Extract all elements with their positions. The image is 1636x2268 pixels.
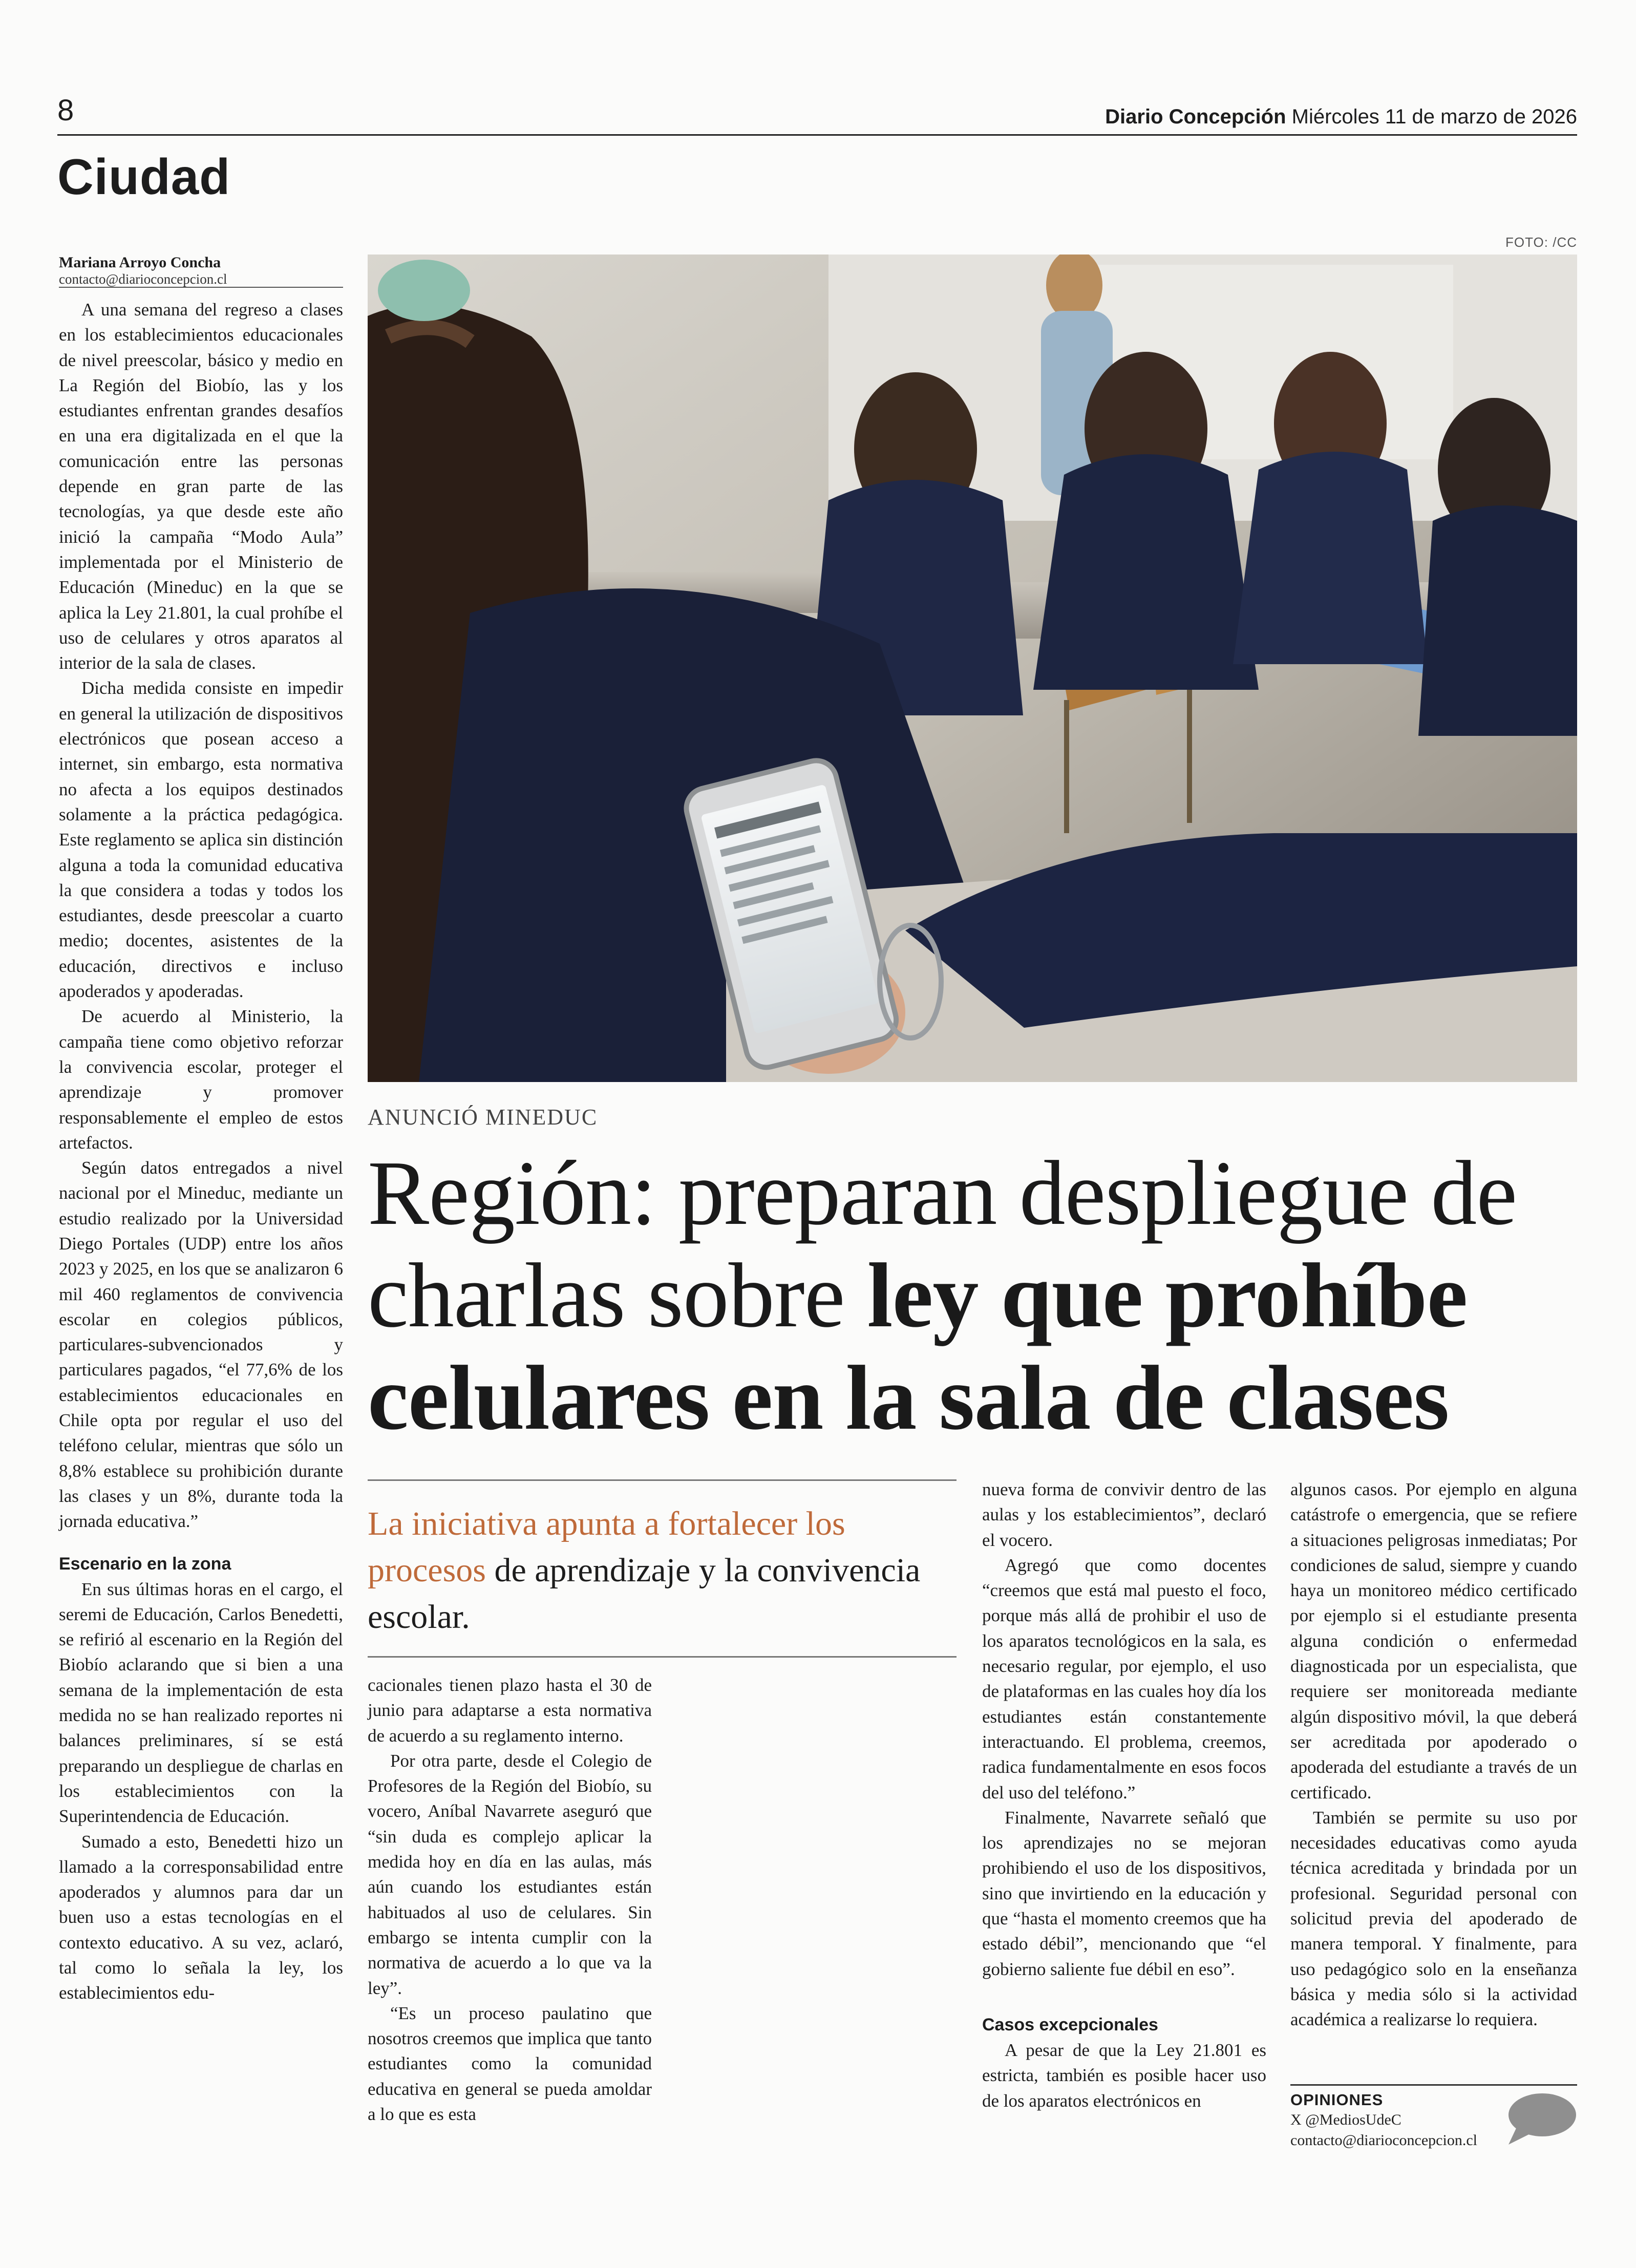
body-column-2 (368, 1672, 652, 2127)
body-column-1 (59, 297, 343, 2006)
section-title: Ciudad (57, 149, 231, 205)
speech-bubble-icon (1505, 2091, 1577, 2147)
subheading-escenario: Escenario en la zona (59, 1554, 231, 1574)
paragraph: De acuerdo al Ministerio, la campaña tiene como objetivo reforzar la convivencia escolar, proteger el aprendizaje y promover responsablemente el empleo de estos artefactos. (59, 1006, 343, 1153)
byline (59, 254, 343, 287)
paragraph: También se permite su uso por necesidades educativas como ayuda técnica acreditada y brindada por un profesional. Seguridad personal con solicitud previa del apoderado de manera temporal. Y finalmente, para uso pedagógico solo en la enseñanza básica y media sólo si la actividad académica a realizarse lo requiera. (1290, 1807, 1577, 2030)
paragraph: Según datos entregados a nivel nacional por el Mineduc, mediante un estudio realizado por la Universidad Diego Portales (UDP) entre los años 2023 y 2025, en los que se analizaron 6 mil 460 reglamentos de convivencia escolar en colegios públicos, particulares-subvencionados y particulares pagados, “el 77,6% de los establecimientos educacionales en Chile opta por regular el uso del teléfono celular, mientras que sólo un 8,8% establece su prohibición durante las clases y un 8%, durante toda la jornada educativa.” (59, 1158, 343, 1532)
opinions-title: OPINIONES (1290, 2091, 1384, 2109)
issue-date: Miércoles 11 de marzo de 2026 (1291, 105, 1577, 128)
page-number: 8 (57, 94, 74, 127)
paragraph: Por otra parte, desde el Colegio de Profesores de la Región del Biobío, su vocero, Aníbal Navarrete aseguró que “sin duda es complejo aplicar la medida hoy en día en las aulas, más aún cuando los estudiantes están habituados al uso de celulares. Sin embargo se intenta cumplir con la normativa de acuerdo a lo que va la ley”. (368, 1750, 652, 1998)
paragraph: “Es un proceso paulatino que nosotros creemos que implica que tanto estudiantes como la comunidad educativa en general se pueda amoldar a lo que es esta (368, 2003, 652, 2125)
opinions-social-handle[interactable]: X @MediosUdeC (1290, 2111, 1401, 2128)
headline-bold: ley que prohíbe celulares en la sala de clases (368, 1244, 1468, 1449)
body-column-4 (1290, 1477, 1577, 2032)
paragraph: A pesar de que la Ley 21.801 es estricta, también es posible hacer uso de los aparatos electrónicos en (982, 2040, 1266, 2111)
paragraph: algunos casos. Por ejemplo en alguna catástrofe o emergencia, que se refiere a situaciones peligrosas inmediatas; Por condiciones de salud, siempre y cuando haya un monitoreo médico certificado por ejemplo si el estudiante presenta alguna condición o enfermedad diagnosticada por un especialista, que requiere ser monitoreada mediante algún dispositivo móvil, la que deberá ser acreditada por apoderado o apoderada del estudiante a través de un certificado. (1290, 1479, 1577, 1803)
paragraph: Sumado a esto, Benedetti hizo un llamado a la corresponsabilidad entre apoderados y alumnos para dar un buen uso a estas tecnologías en el contexto educativo. A su vez, aclaró, tal como lo señala la ley, los establecimientos edu- (59, 1831, 343, 2003)
headline (368, 1142, 1586, 1449)
subhead (368, 1500, 957, 1640)
paper-info (1105, 105, 1577, 128)
photo-credit: FOTO: /CC (1505, 235, 1577, 250)
opinions-email[interactable]: contacto@diarioconcepcion.cl (1290, 2132, 1477, 2149)
subhead-rule-top (368, 1479, 957, 1481)
header-rule (57, 134, 1577, 136)
headline-regular: Región: preparan despliegue de charlas sobre (368, 1142, 1517, 1346)
paragraph: nueva forma de convivir dentro de las aulas y los establecimientos”, declaró el vocero. (982, 1479, 1266, 1550)
opinions-rule (1290, 2084, 1577, 2086)
byline-rule (59, 287, 343, 288)
paragraph: cacionales tienen plazo hasta el 30 de junio para adaptarse a esta normativa de acuerdo a su reglamento interno. (368, 1675, 652, 1746)
subhead-rule-bottom (368, 1656, 957, 1658)
subheading-casos: Casos excepcionales (982, 2015, 1158, 2034)
paper-name: Diario Concepción (1105, 105, 1286, 128)
paragraph: Agregó que como docentes “creemos que está mal puesto el foco, porque más allá de prohibir el uso de los aparatos tecnológicos en la sala, es necesario regular, por ejemplo, el uso de plataformas en las cuales hoy día los estudiantes están constantemente interactuando. El problema, creemos, radica fundamentalmente en esos focos del uso del teléfono.” (982, 1555, 1266, 1803)
subhead-accent: La iniciativa apunta a fortalecer los procesos (368, 1505, 845, 1589)
body-column-3 (982, 1477, 1266, 2113)
kicker: ANUNCIÓ MINEDUC (368, 1105, 598, 1130)
paragraph: En sus últimas horas en el cargo, el seremi de Educación, Carlos Benedetti, se refirió al escenario en la Región del Biobío aclarando que si bien a una semana de la implementación de esta medida no se han realizado reportes ni balances preliminares, sí se está preparando un despliegue de charlas en los establecimientos con la Superintendencia de Educación. (59, 1579, 343, 1827)
author-name: Mariana Arroyo Concha (59, 254, 221, 271)
paragraph: Dicha medida consiste en impedir en general la utilización de dispositivos electrónicos que posean acceso a internet, sin embargo, esta normativa no afecta a los equipos destinados solamente a la práctica pedagógica. Este reglamento se aplica sin distinción alguna a toda la comunidad educativa la que considera a todas y todos los estudiantes, desde preescolar a cuarto medio; docentes, asistentes de la educación, directivos e incluso apoderados y apoderadas. (59, 678, 343, 1002)
classroom-photo (368, 255, 1577, 1082)
subhead-regular: de aprendizaje y la convivencia escolar. (368, 1552, 921, 1636)
paragraph: A una semana del regreso a clases en los establecimientos educacionales de nivel preescolar, básico y medio en La Región del Biobío, las y los estudiantes enfrentan grandes desafíos en una era digitalizada en el que la comunicación entre las personas depende en gran parte de las tecnologías, ya que desde este año inició la campaña “Modo Aula” implementada por el Ministerio de Educación (Mineduc) en la que se aplica la Ley 21.801, la cual prohíbe el uso de celulares y otros aparatos al interior de la sala de clases. (59, 300, 343, 673)
paragraph: Finalmente, Navarrete señaló que los aprendizajes no se mejoran prohibiendo el uso de los dispositivos, sino que invirtiendo en la educación y que “hasta el momento creemos que ha estado débil”, mencionando que “el gobierno saliente fue débil en eso”. (982, 1807, 1266, 1979)
opinions-box (1290, 2090, 1505, 2151)
author-email: contacto@diarioconcepcion.cl (59, 271, 227, 287)
